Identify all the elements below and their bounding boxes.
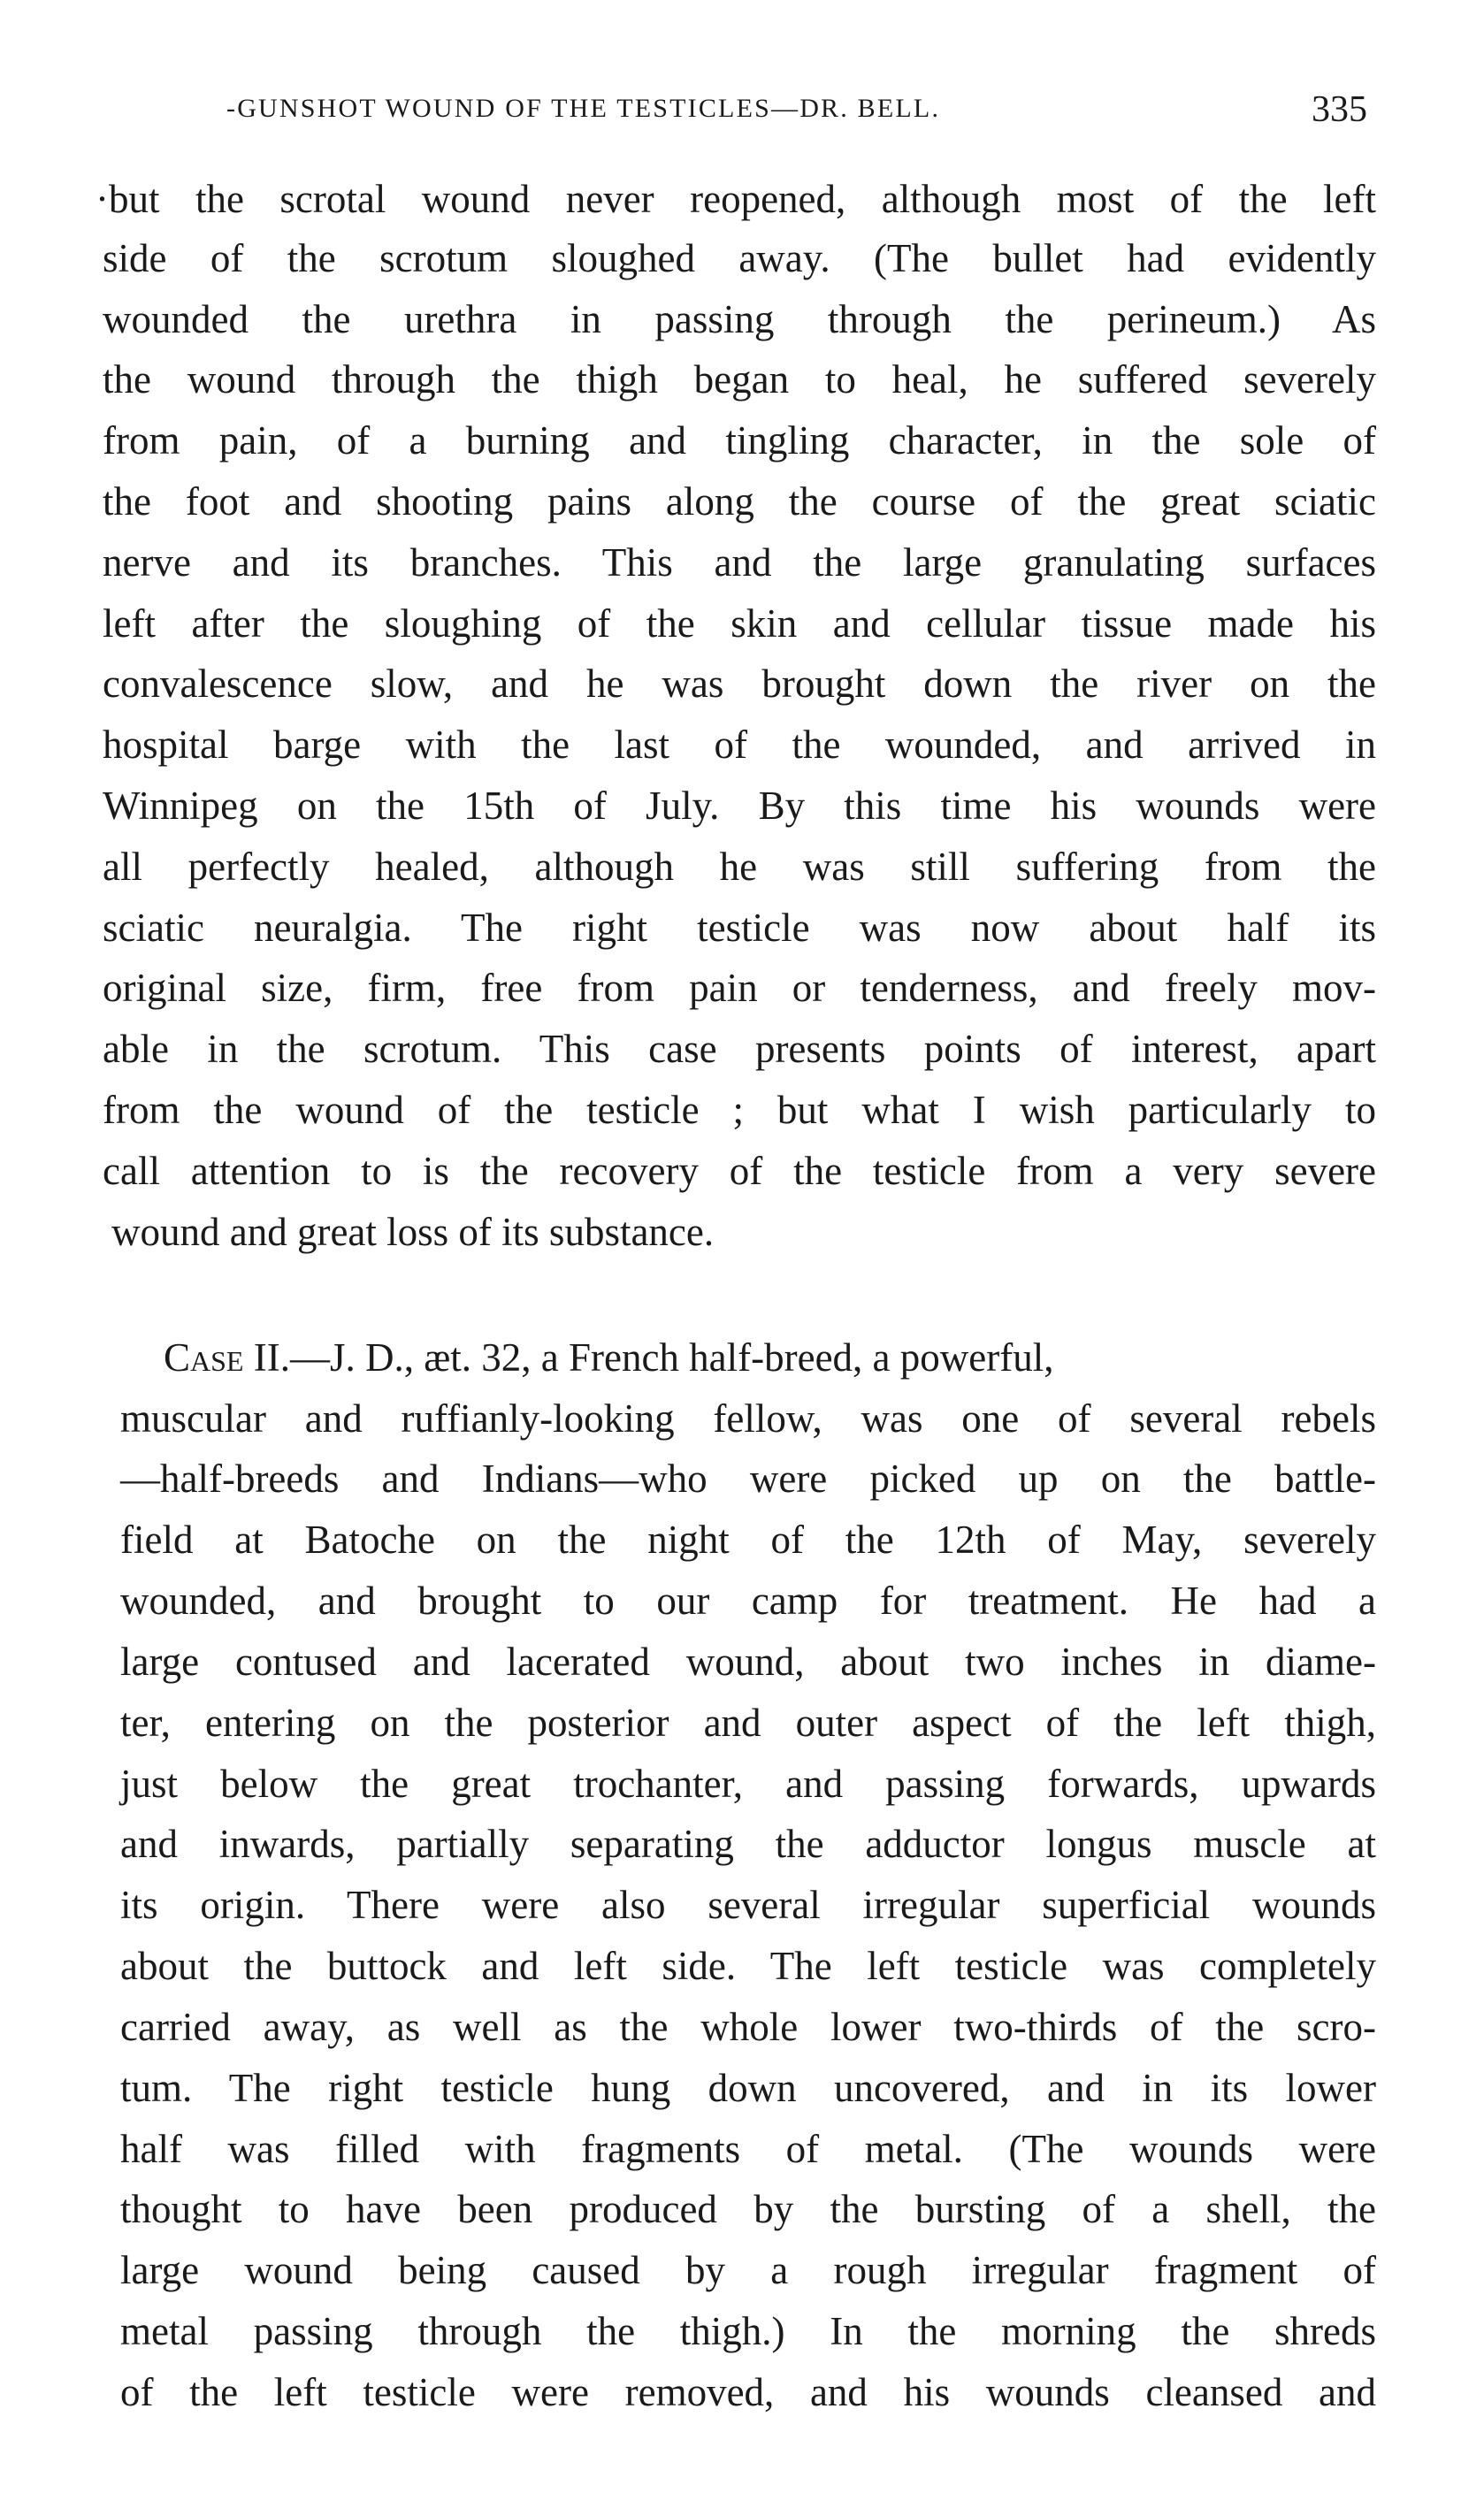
text-line: carried away, as well as the whole lower two-thirds of the scro- bbox=[120, 2005, 1376, 2049]
text-line: left after the sloughing of the skin and cellular tissue made his bbox=[103, 601, 1376, 646]
running-header bbox=[226, 88, 1367, 133]
text-line: from pain, of a burning and tingling character, in the sole of bbox=[103, 418, 1376, 463]
text-line: about the buttock and left side. The left testicle was completely bbox=[120, 1944, 1376, 1988]
text-line: thought to have been produced by the bursting of a shell, the bbox=[120, 2187, 1376, 2231]
text-line: wounded the urethra in passing through the perineum.) As bbox=[103, 297, 1376, 341]
text-line: ter, entering on the posterior and outer aspect of the left thigh, bbox=[120, 1701, 1376, 1745]
text-line: from the wound of the testicle ; but what I wish particularly to bbox=[103, 1088, 1376, 1132]
text-line: just below the great trochanter, and passing forwards, upwards bbox=[120, 1762, 1376, 1806]
text-line: nerve and its branches. This and the large granulating surfaces bbox=[103, 540, 1376, 585]
text-line: of the left testicle were removed, and his wounds cleansed and bbox=[120, 2370, 1376, 2414]
text-line: side of the scrotum sloughed away. (The bullet had evidently bbox=[103, 236, 1376, 280]
text-line: convalescence slow, and he was brought down the river on the bbox=[103, 661, 1376, 706]
text-line: hospital barge with the last of the wounded, and arrived in bbox=[103, 723, 1376, 767]
text-line: Winnipeg on the 15th of July. By this time his wounds were bbox=[103, 784, 1376, 828]
text-line: its origin. There were also several irregular superficial wounds bbox=[120, 1883, 1376, 1927]
text-line: the wound through the thigh began to heal, he suffered severely bbox=[103, 357, 1376, 401]
text-line: tum. The right testicle hung down uncovered, and in its lower bbox=[120, 2066, 1376, 2110]
running-title: -GUNSHOT WOUND OF THE TESTICLES—DR. BELL. bbox=[226, 94, 941, 123]
text-line: —J. D., æt. 32, a French half-breed, a powerful, bbox=[289, 1335, 1054, 1380]
text-line: metal passing through the thigh.) In the morning the shreds bbox=[120, 2309, 1376, 2353]
text-line: muscular and ruffianly-looking fellow, was one of several rebels bbox=[120, 1396, 1376, 1441]
text-line: sciatic neuralgia. The right testicle was now about half its bbox=[103, 906, 1376, 950]
text-line: able in the scrotum. This case presents points of interest, apart bbox=[103, 1027, 1376, 1071]
text-line: the foot and shooting pains along the course of the great sciatic bbox=[103, 479, 1376, 524]
text-line: and inwards, partially separating the adductor longus muscle at bbox=[120, 1822, 1376, 1866]
text-line: wound and great loss of its substance. bbox=[111, 1210, 715, 1254]
case-heading-line bbox=[164, 1335, 1376, 1380]
text-line: —half-breeds and Indians—who were picked up on the battle- bbox=[120, 1457, 1376, 1501]
text-line: call attention to is the recovery of the testicle from a very severe bbox=[103, 1149, 1376, 1193]
text-line: half was filled with fragments of metal. (The wounds were bbox=[120, 2127, 1376, 2171]
page-number: 335 bbox=[1312, 89, 1367, 130]
text-line: field at Batoche on the night of the 12th of May, severely bbox=[120, 1518, 1376, 1562]
text-line: wounded, and brought to our camp for treatment. He had a bbox=[120, 1579, 1376, 1623]
text-line: all perfectly healed, although he was still suffering from the bbox=[103, 845, 1376, 889]
case-label: Case II. bbox=[164, 1335, 290, 1380]
text-line: large contused and lacerated wound, about two inches in diame- bbox=[120, 1640, 1376, 1684]
text-line: large wound being caused by a rough irregular fragment of bbox=[120, 2248, 1376, 2292]
text-line: original size, firm, free from pain or tenderness, and freely mov- bbox=[103, 966, 1376, 1010]
text-line: ·but the scrotal wound never reopened, although most of the left bbox=[96, 177, 1376, 221]
